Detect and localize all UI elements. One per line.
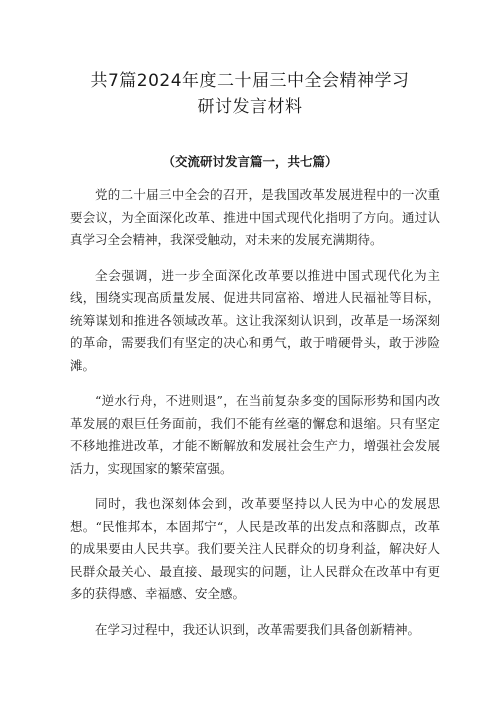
paragraph-2: 全会强调，进一步全面深化改革要以推进中国式现代化为主线，围绕实现高质量发展、促进共同富裕、增进人民福祉等目标，统筹谋划和推进各领域改革。这让我深刻认识到，改革是一场深刻的革命，需要我们有坚定的决心和勇气，敢于啃硬骨头，敢于涉险滩。: [70, 267, 440, 373]
section-heading: （交流研讨发言篇一，共七篇）: [162, 154, 338, 169]
document-body: [70, 184, 440, 654]
paragraph-4: 同时，我也深刻体会到，改革要坚持以人民为中心的发展思想。“民惟邦本，本固邦宁“，人民是改革的出发点和落脚点，改革的成果要由人民共享。我们要关注人民群众的切身利益，解决好人民群众最关心、最直接、最现实的问题，让人民群众在改革中有更多的获得感、幸福感、安全感。: [70, 496, 440, 601]
paragraph-3: “逆水行舟，不进则退”，在当前复杂多变的国际形势和国内改革发展的艰巨任务面前，我们不能有丝毫的懈怠和退缩。只有坚定不移地推进改革，才能不断解放和发展社会生产力，增强社会发展活力，实现国家的繁荣富强。: [70, 393, 440, 476]
document-title-line-2: 研讨发言材料: [197, 97, 303, 117]
paragraph-5: 在学习过程中，我还认识到，改革需要我们具备创新精神。: [95, 621, 421, 637]
paragraph-1: 党的二十届三中全会的召开，是我国改革发展进程中的一次重要会议，为全面深化改革、推进中国式现代化指明了方向。通过认真学习全会精神，我深受触动，对未来的发展充满期待。: [70, 187, 440, 247]
document-title-line-1: 共7篇2024年度二十届三中全会精神学习: [90, 71, 410, 91]
